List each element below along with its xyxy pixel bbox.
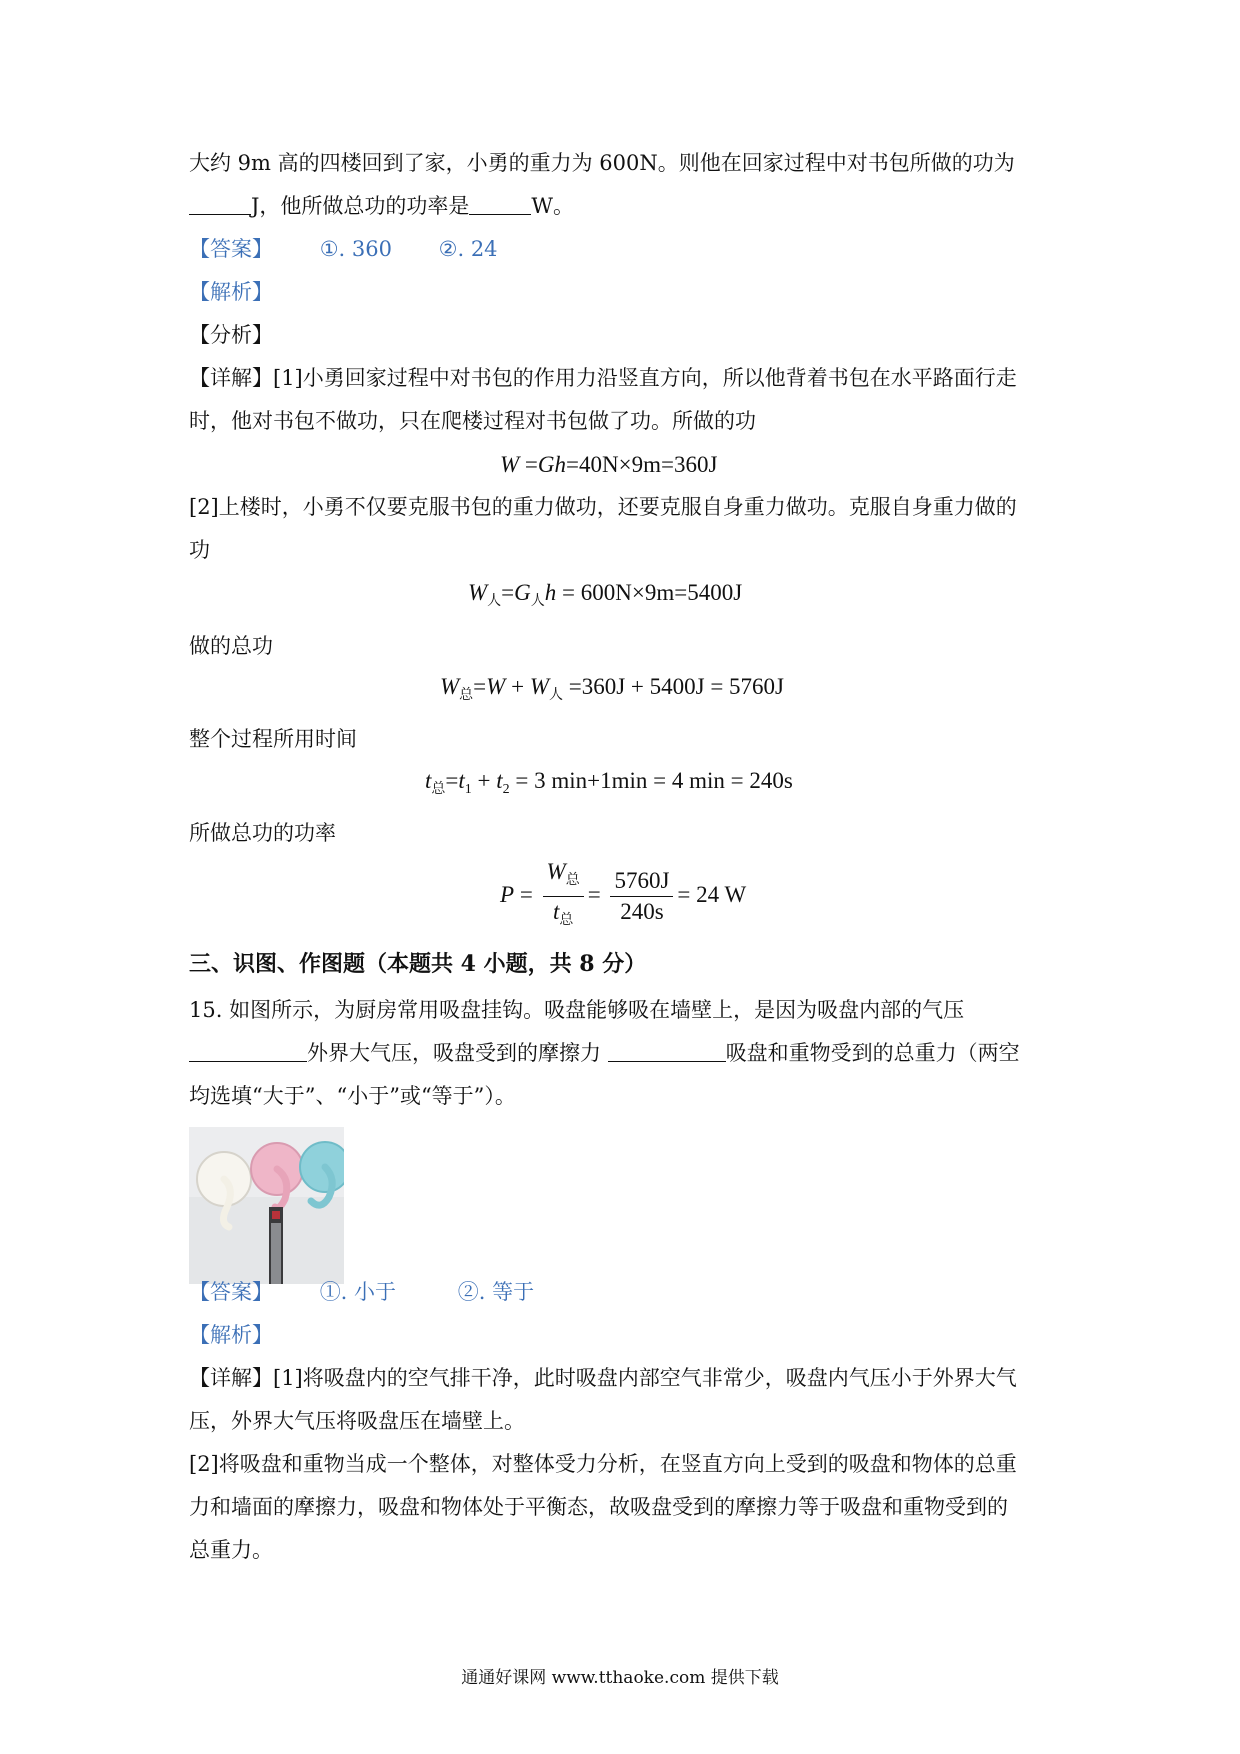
q14-text-line2 xyxy=(189,191,574,221)
q15-text-line1: 15. 如图所示，为厨房常用吸盘挂钩。吸盘能够吸在墙壁上，是因为吸盘内部的气压 xyxy=(189,998,965,1022)
answer-1: ①. 小于 xyxy=(319,1280,397,1304)
equation-work-bag: W =Gh=40N×9m=360J xyxy=(500,452,718,477)
eq2-rhs: = 600N×9m=5400J xyxy=(562,580,743,605)
q15-text-line2 xyxy=(189,1038,1020,1068)
q14-line2-b: W。 xyxy=(531,194,575,218)
q15-detail-line3: [2]将吸盘和重物当成一个整体，对整体受力分析，在竖直方向上受到的吸盘和物体的总重 xyxy=(189,1452,1017,1476)
q14-time-text: 整个过程所用时间 xyxy=(189,727,357,751)
detail-tag: 【详解】 xyxy=(189,1366,273,1390)
answer-blank-3[interactable] xyxy=(189,1039,307,1062)
q15-detail-line1 xyxy=(189,1363,1017,1393)
q15-detail-line5: 总重力。 xyxy=(189,1538,273,1562)
section-heading: 三、识图、作图题（本题共 4 小题，共 8 分） xyxy=(189,951,647,977)
q14-total-work-text: 做的总功 xyxy=(189,634,273,658)
answer-tag: 【答案】 xyxy=(189,237,273,261)
equation-power: P = $\frac{W_总}{t_总}$ = $\frac{5760J}{240s}$ = 24 W xyxy=(500,857,746,936)
q14-fenxi-tag: 【分析】 xyxy=(189,323,273,347)
q14-power-text: 所做总功的功率 xyxy=(189,821,336,845)
q15-line2-a: 外界大气压，吸盘受到的摩擦力 xyxy=(307,1041,601,1065)
q14-line2-a: J，他所做总功的功率是 xyxy=(251,194,470,218)
eq5-result: = 24 W xyxy=(677,881,747,907)
answer-tag: 【答案】 xyxy=(189,1280,273,1304)
suction-hook-photo xyxy=(189,1127,344,1284)
q14-answer xyxy=(189,234,498,264)
eq1-rhs: =40N×9m=360J xyxy=(566,452,718,477)
detail-1a: [1]将吸盘内的空气排干净，此时吸盘内部空气非常少，吸盘内气压小于外界大气 xyxy=(273,1366,1017,1390)
q15-text-line3: 均选填“大于”、“小于”或“等于”）。 xyxy=(189,1084,516,1108)
q14-detail-line3: [2]上楼时，小勇不仅要克服书包的重力做功，还要克服自身重力做功。克服自身重力做的 xyxy=(189,495,1017,519)
answer-2: ②. 24 xyxy=(438,237,498,261)
answer-blank-4[interactable] xyxy=(608,1039,726,1062)
detail-tag: 【详解】 xyxy=(189,366,273,390)
q14-detail-line4: 功 xyxy=(189,538,210,562)
fraction-w-over-t: $\frac{W_总}{t_总}$ xyxy=(543,857,584,936)
q15-answer xyxy=(189,1277,534,1307)
q14-detail-line1 xyxy=(189,363,1017,393)
fraction-values xyxy=(610,866,673,927)
answer-1: ①. 360 xyxy=(319,237,392,261)
equation-time: $t_总=t_1 + t_2 = 3$ min+1min = 4 min = 240s xyxy=(425,768,793,797)
q14-jiexi-tag: 【解析】 xyxy=(189,280,273,304)
answer-blank-1[interactable] xyxy=(189,192,251,215)
detail-1a: [1]小勇回家过程中对书包的作用力沿竖直方向，所以他背着书包在水平路面行走 xyxy=(273,366,1017,390)
q15-jiexi-tag: 【解析】 xyxy=(189,1323,273,1347)
eq5-den: 240s xyxy=(620,899,664,924)
q14-text-line1: 大约 9m 高的四楼回到了家，小勇的重力为 600N。则他在回家过程中对书包所做的功为 xyxy=(189,151,1015,175)
eq4-rhs: = 3 min+1min = 4 min = 240s xyxy=(515,768,793,793)
answer-2: ②. 等于 xyxy=(457,1280,535,1304)
equation-work-self: $W_人=G_人h = 600N\times 9m=5400J$ xyxy=(468,580,743,609)
eq5-num: 5760J xyxy=(610,866,673,897)
q15-detail-line4: 力和墙面的摩擦力，吸盘和物体处于平衡态，故吸盘受到的摩擦力等于吸盘和重物受到的 xyxy=(189,1495,1008,1519)
q14-detail-line2: 时，他对书包不做功，只在爬楼过程对书包做了功。所做的功 xyxy=(189,409,756,433)
page-footer: 通通好课网 www.tthaoke.com 提供下载 xyxy=(461,1668,779,1688)
q15-detail-line2: 压，外界大气压将吸盘压在墙壁上。 xyxy=(189,1409,525,1433)
q15-line2-b: 吸盘和重物受到的总重力（两空 xyxy=(725,1041,1020,1065)
equation-total-work: $W_总=W + W_人 =360J + 5400J = 5760J$ xyxy=(440,674,784,703)
answer-blank-2[interactable] xyxy=(469,192,531,215)
eq3-rhs: =360J + 5400J = 5760J xyxy=(568,674,784,699)
